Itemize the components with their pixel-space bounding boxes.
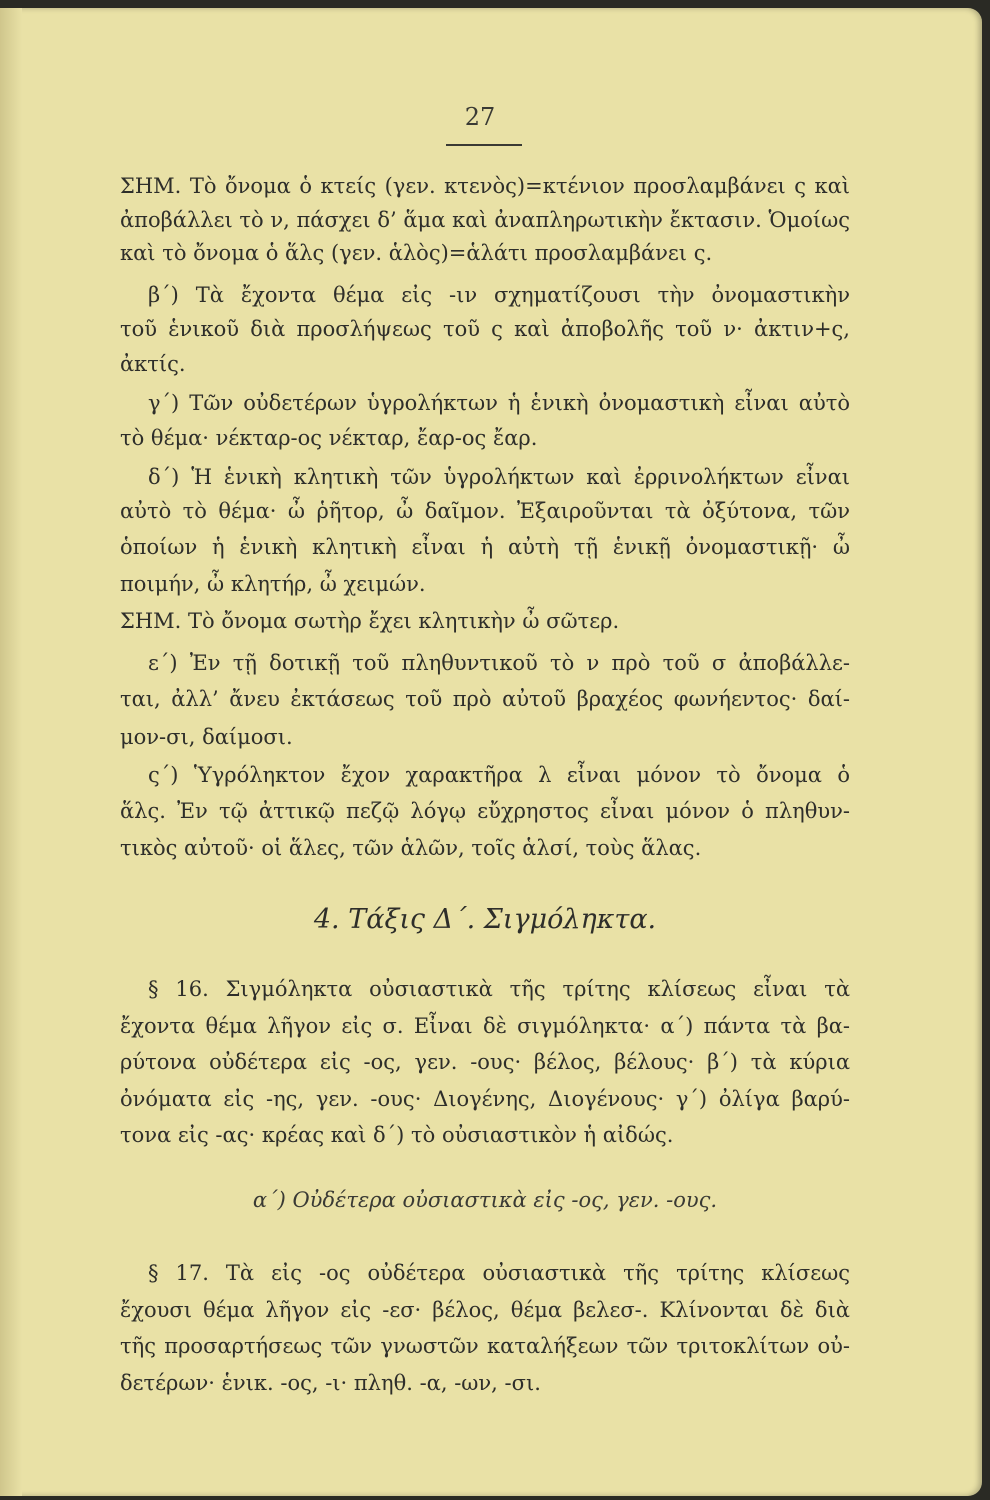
text-line: δετέρων· ἑνικ. -ος, -ι· πληθ. -α, -ων, -σι. <box>120 1371 541 1395</box>
text-line: τονα εἰς -ας· κρέας καὶ δ΄) τὸ οὐσιαστικὸν ἡ αἰδώς. <box>120 1123 674 1147</box>
text-line: ΣΗΜ. Τὸ ὄνομα σωτὴρ ἔχει κλητικὴν ὦ σῶτερ. <box>120 609 620 633</box>
book-page <box>0 8 982 1496</box>
page-number-rule <box>446 144 522 146</box>
page-number: 27 <box>464 103 496 131</box>
text-line: § 17. Τὰ εἰς -ος οὐδέτερα οὐσιαστικὰ τῆς τρίτης κλίσεως <box>148 1261 850 1285</box>
text-line: β΄) Τὰ ἔχοντα θέμα εἰς -ιν σχηματίζουσι τὴν ὀνομαστικὴν <box>148 283 850 307</box>
subsection-heading: α΄) Οὐδέτερα οὐσιαστικὰ εἰς -ος, γεν. -ους. <box>252 1188 718 1212</box>
text-line: τικὸς αὐτοῦ· οἱ ἅλες, τῶν ἁλῶν, τοῖς ἁλσί, τοὺς ἅλας. <box>120 836 702 860</box>
text-line: ποιμήν, ὦ κλητήρ, ὦ χειμών. <box>120 572 426 596</box>
text-line: ἀποβάλλει τὸ ν, πάσχει δ’ ἅμα καὶ ἀναπληρωτικὴν ἔκτασιν. Ὁμοίως <box>120 208 850 232</box>
text-line: τῆς προσαρτήσεως τῶν γνωστῶν καταλήξεων τῶν τριτοκλίτων οὐ- <box>120 1334 850 1358</box>
text-line: μον-σι, δαίμοσι. <box>120 725 293 749</box>
text-line: ς΄) Ὑγρόληκτον ἔχον χαρακτῆρα λ εἶναι μόνον τὸ ὄνομα ὁ <box>148 763 850 787</box>
text-line: ε΄) Ἐν τῇ δοτικῇ τοῦ πληθυντικοῦ τὸ ν πρὸ τοῦ σ ἀποβάλλε- <box>148 651 850 675</box>
text-line: § 16. Σιγμόληκτα οὐσιαστικὰ τῆς τρίτης κλίσεως εἶναι τὰ <box>148 977 850 1001</box>
page-gutter <box>0 8 22 1496</box>
text-line: δ΄) Ἡ ἑνικὴ κλητικὴ τῶν ὑγρολήκτων καὶ ἐρρινολήκτων εἶναι <box>148 465 850 489</box>
text-line: ται, ἀλλ’ ἄνευ ἐκτάσεως τοῦ πρὸ αὐτοῦ βραχέος φωνήεντος· δαί- <box>120 687 850 711</box>
text-line: ἅλς. Ἐν τῷ ἀττικῷ πεζῷ λόγῳ εὔχρηστος εἶναι μόνον ὁ πληθυν- <box>120 799 850 823</box>
text-line: καὶ τὸ ὄνομα ὁ ἅλς (γεν. ἁλὸς)=ἁλάτι προσλαμβάνει ς. <box>120 241 713 265</box>
text-line: ἔχοντα θέμα λῆγον εἰς σ. Εἶναι δὲ σιγμόληκτα· α΄) πάντα τὰ βα- <box>120 1014 850 1038</box>
text-line: ὀνόματα εἰς -ης, γεν. -ους· Διογένης, Διογένους· γ΄) ὀλίγα βαρύ- <box>120 1087 850 1111</box>
section-heading: 4. Τάξις Δ΄. Σιγμόληκτα. <box>313 904 657 935</box>
text-line: ἀκτίς. <box>120 352 186 376</box>
text-line: ἔχουσι θέμα λῆγον εἰς -εσ· βέλος, θέμα βελεσ-. Κλίνονται δὲ διὰ <box>120 1298 850 1322</box>
text-line: γ΄) Τῶν οὐδετέρων ὑγρολήκτων ἡ ἑνικὴ ὀνομαστικὴ εἶναι αὐτὸ <box>148 391 850 415</box>
text-line: ὁποίων ἡ ἑνικὴ κλητικὴ εἶναι ἡ αὐτὴ τῇ ἑνικῇ ὀνομαστικῇ· ὦ <box>120 535 850 559</box>
text-line: ΣΗΜ. Τὸ ὄνομα ὁ κτείς (γεν. κτενὸς)=κτένιον προσλαμβάνει ς καὶ <box>120 174 850 198</box>
text-line: τὸ θέμα· νέκταρ-ος νέκταρ, ἔαρ-ος ἔαρ. <box>120 426 538 450</box>
text-line: αὐτὸ τὸ θέμα· ὦ ῥῆτορ, ὦ δαῖμον. Ἐξαιροῦνται τὰ ὀξύτονα, τῶν <box>120 499 850 523</box>
text-line: ρύτονα οὐδέτερα εἰς -ος, γεν. -ους· βέλος, βέλους· β΄) τὰ κύρια <box>120 1050 850 1074</box>
text-line: τοῦ ἑνικοῦ διὰ προσλήψεως τοῦ ς καὶ ἀποβολῆς τοῦ ν· ἀκτιν+ς, <box>120 317 850 341</box>
